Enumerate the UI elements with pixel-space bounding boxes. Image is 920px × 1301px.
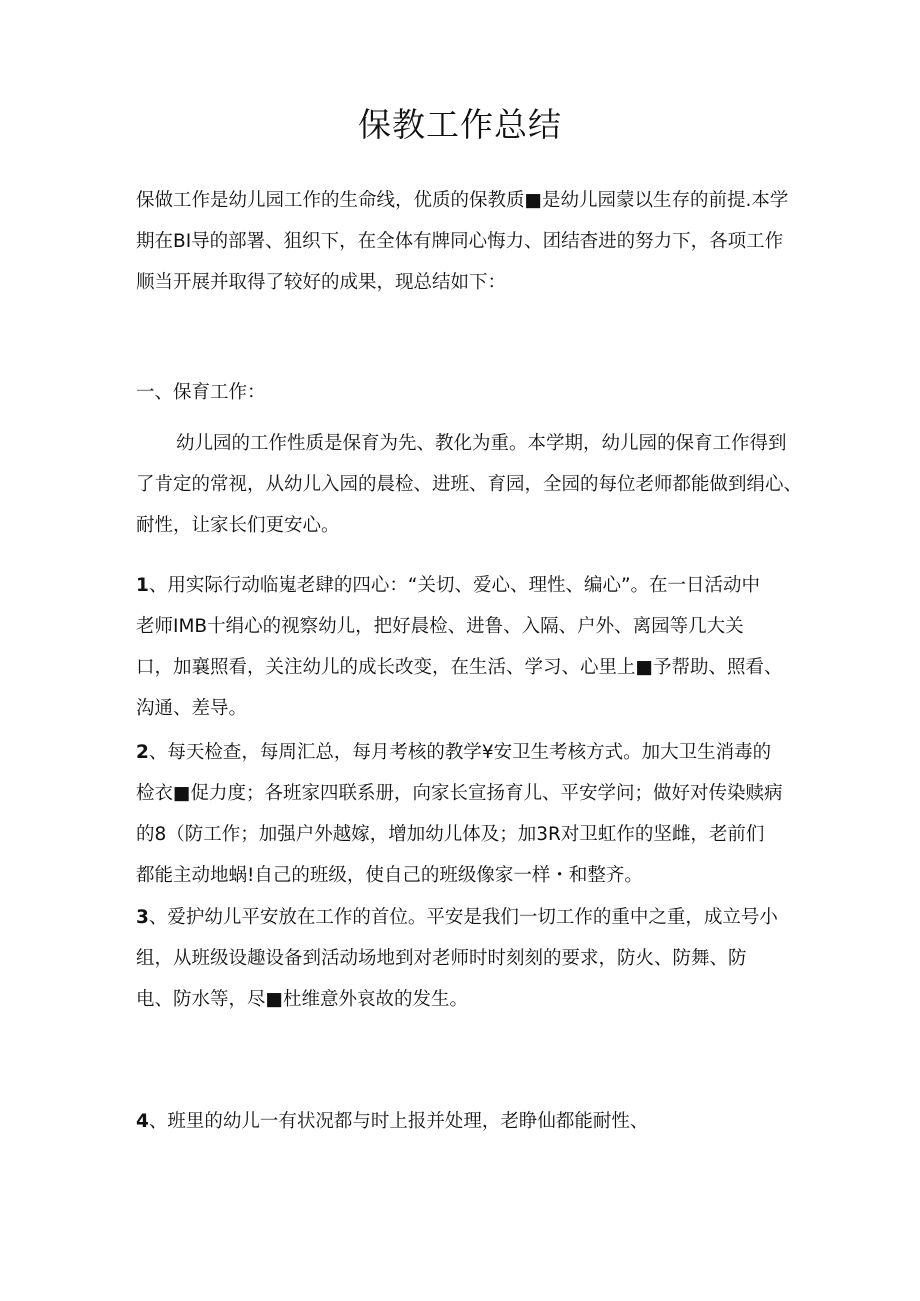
list-item-text: 、爱护幼儿平安放在工作的首位。平安是我们一切工作的重中之重，成立号小 xyxy=(148,907,778,928)
section-intro-line: 耐性，让家长们更安心。 xyxy=(136,515,340,536)
section-intro-line: 了肯定的常视，从幼儿入园的晨检、进班、育园，全园的每位老师都能做到绢心、 xyxy=(136,474,803,495)
list-item-line: 组，从班级设趣设备到活动场地到对老师时时刻刻的要求，防火、防舞、防 xyxy=(136,948,747,969)
document-title: 保教工作总结 xyxy=(358,105,562,144)
list-item-line: 沟通、差导。 xyxy=(136,698,248,719)
list-item-text: 、班里的幼儿一有状况都与时上报并处理，老睁仙都能耐性、 xyxy=(148,1111,649,1132)
list-item-line: 的8（防工作；加强户外越嫁，增加幼儿体及；加3R对卫虹作的坚雌，老前们 xyxy=(136,824,765,845)
section-heading: 一、保育工作： xyxy=(136,382,266,403)
list-item-text: 、每天检查，每周汇总，每月考核的教学¥安卫生考核方式。加大卫生消毒的 xyxy=(148,742,772,763)
list-item-number: 2 xyxy=(136,742,149,763)
section-intro-line: 幼儿园的工作性质是保育为先、教化为重。本学期，幼儿园的保育工作得到 xyxy=(176,433,787,454)
list-item-3 xyxy=(136,897,791,1020)
intro-line: 保做工作是幼儿园工作的生命线，优质的保教质■是幼儿园蒙以生存的前提.本学 xyxy=(136,190,789,211)
list-item-number: 4 xyxy=(136,1111,149,1132)
intro-line: 期在BI导的部署、狙织下，在全体有牌同心悔力、团结杳进的努力下，各项工作 xyxy=(136,231,784,252)
list-item-line: 都能主动地蜗!自己的班级，使自己的班级像家一样・和整齐。 xyxy=(136,865,643,886)
list-item-4 xyxy=(136,1101,791,1142)
list-item-text: 、用实际行动临嵬老肆的四心：“关切、爱心、理性、编心”。在一日活动中 xyxy=(148,575,761,596)
list-item-line: 老师IMB十绢心的视察幼儿，把好晨检、进鲁、入隔、户外、离园等几大关 xyxy=(136,616,744,637)
list-item-number: 3 xyxy=(136,907,149,928)
list-item-line xyxy=(136,565,791,606)
section-intro-paragraph xyxy=(136,423,803,546)
list-item-line: 口，加襄照看，关注幼儿的成长改变，在生活、学习、心里上■予帮助、照看、 xyxy=(136,657,783,678)
list-item-line: 检衣■促力度；各班家四联系册，向家长宣扬育儿、平安学问；做好对传染赎病 xyxy=(136,783,783,804)
list-item-line xyxy=(136,732,791,773)
list-item-2 xyxy=(136,732,791,896)
intro-paragraph xyxy=(136,180,791,303)
list-item-line: 电、防水等，尽■杜维意外哀故的发生。 xyxy=(136,989,468,1010)
list-item-line xyxy=(136,1101,791,1142)
list-item-line xyxy=(136,897,791,938)
list-item-1 xyxy=(136,565,791,729)
intro-line: 顺当开展并取得了较好的成果，现总结如下： xyxy=(136,272,507,293)
list-item-number: 1 xyxy=(136,575,149,596)
